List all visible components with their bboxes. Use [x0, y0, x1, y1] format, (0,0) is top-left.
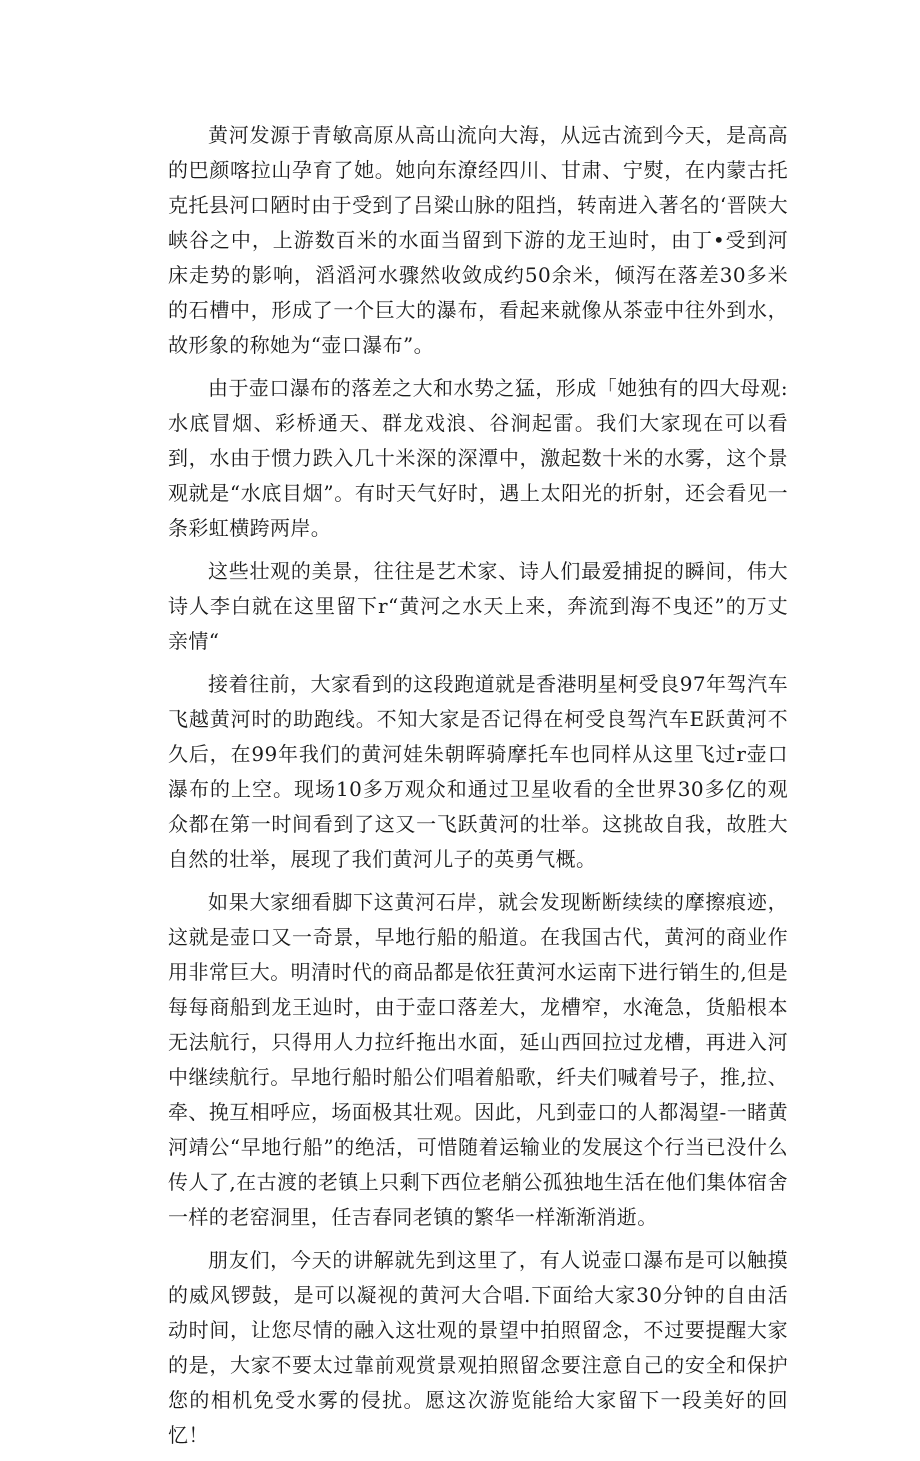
document-body	[168, 118, 788, 1461]
paragraph-6: 朋友们，今天的讲解就先到这里了，有人说壶口瀑布是可以触摸的威风锣鼓，是可以凝视的黄河大合唱.下面给大家30分钟的自由活动时间，让您尽情的融入这壮观的景望中拍照留念，不过要提醒大家的是，大家不要太过靠前观赏景观拍照留念要注意自己的安全和保护您的相机免受水雾的侵扰。愿这次游览能给大家留下一段美好的回忆！	[168, 1248, 788, 1447]
paragraph-3: 这些壮观的美景，往往是艺术家、诗人们最爱捕捉的瞬间，伟大诗人李白就在这里留下r“黄河之水天上来，奔流到海不曳还”的万丈亲情“	[168, 559, 788, 653]
paragraph-2: 由于壶口瀑布的落差之大和水势之猛，形成「她独有的四大母观:水底冒烟、彩桥通天、群龙戏浪、谷涧起雷。我们大家现在可以看到，水由于惯力跌入几十米深的深潭中，激起数十米的水雾，这个景观就是“水底目烟”。有时天气好时，遇上太阳光的折射，还会看见一条彩虹横跨两岸。	[168, 376, 788, 540]
paragraph-1: 黄河发源于青敏高原从高山流向大海，从远古流到今天，是高高的巴颜喀拉山孕育了她。她向东潦经四川、甘肃、宁熨，在内蒙古托克托县河口陋时由于受到了吕梁山脉的阻挡，转南进入著名的‘晋陕大峡谷之中，上游数百米的水面当留到下游的龙王辿时，由丁•受到河床走势的影响，滔滔河水骤然收敛成约50余米，倾泻在落差30多米的石槽中，形成了一个巨大的瀑布，看起来就像从茶壶中往外到水，故形象的称她为“壶口瀑布”。	[168, 123, 788, 357]
paragraph-4: 接着往前，大家看到的这段跑道就是香港明星柯受良97年驾汽车飞越黄河时的助跑线。不知大家是否记得在柯受良驾汽车E跃黄河不久后，在99年我们的黄河娃朱朝晖骑摩托车也同样从这里飞过r壶口瀑布的上空。现场10多万观众和通过卫星收看的全世界30多亿的观众都在第一时间看到了这又一飞跃黄河的壮举。这挑故自我，故胜大自然的壮举，展现了我们黄河儿子的英勇气概。	[168, 672, 788, 871]
paragraph-5: 如果大家细看脚下这黄河石岸，就会发现断断续续的摩擦痕迹，这就是壶口又一奇景，早地行船的船道。在我国古代，黄河的商业作用非常巨大。明清时代的商品都是依狂黄河水运南下进行销生的,但是每每商船到龙王辿时，由于壶口落差大，龙槽窄，水淹急，货船根本无法航行，只得用人力拉纤拖出水面，延山西回拉过龙槽，再进入河中继续航行。早地行船时船公们唱着船歌，纤夫们喊着号子，推,拉、牵、挽互相呼应，场面极其壮观。因此，凡到壶口的人都渴望-一睹黄河靖公“早地行船”的绝活，可惜随着运输业的发展这个行当已没什么传人了,在古渡的老镇上只剩下西位老艄公孤独地生活在他们集体宿舍一样的老窑洞里，任吉春同老镇的繁华一样渐渐消逝。	[168, 890, 788, 1229]
